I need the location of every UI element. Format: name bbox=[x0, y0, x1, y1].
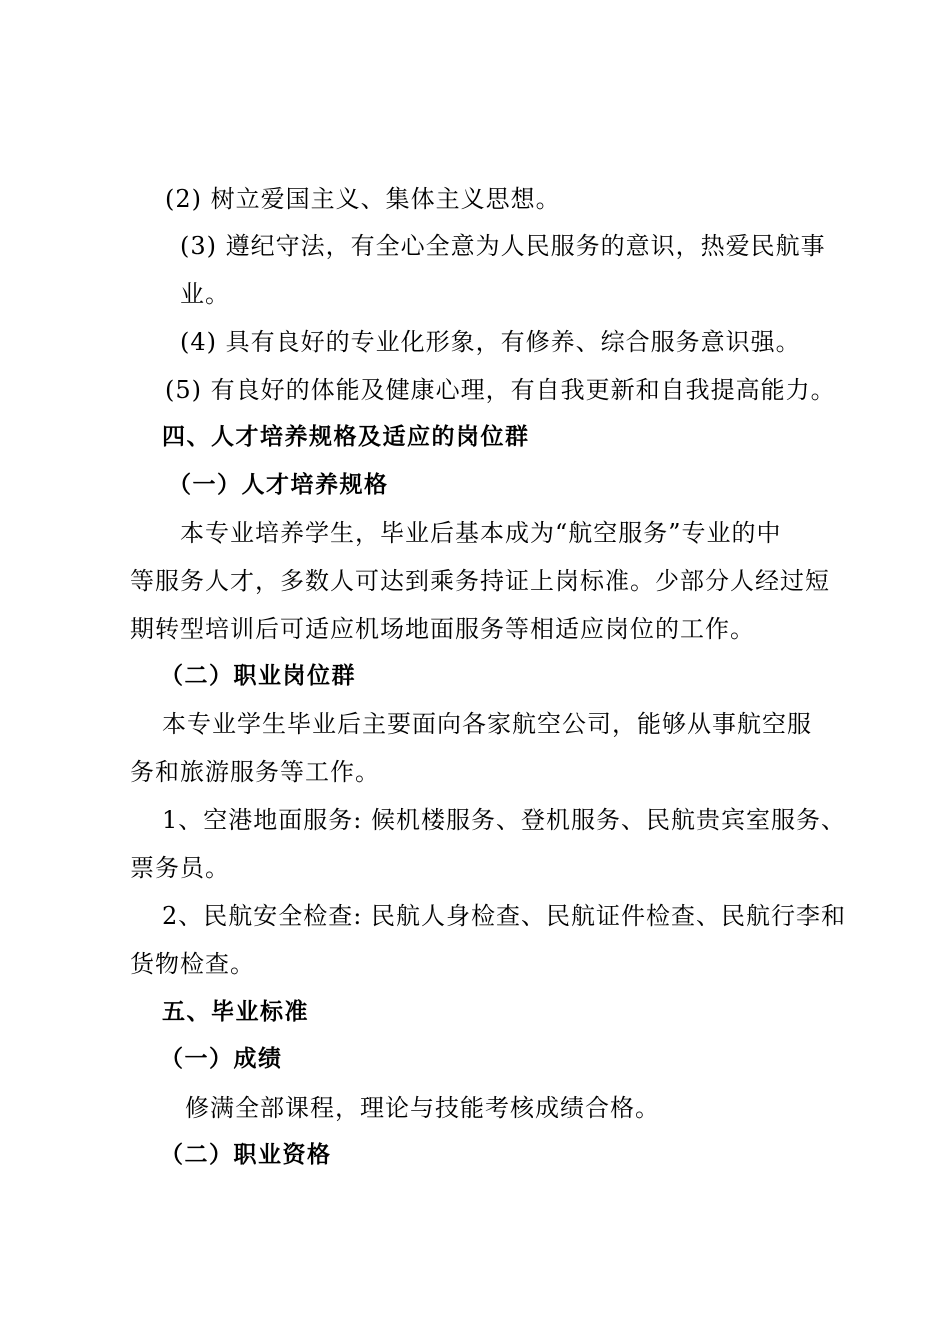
list-item-4: (4) 具有良好的专业化形象，有修养、综合服务意识强。 bbox=[180, 328, 801, 356]
job-item-2-line1: 2、民航安全检查: 民航人身检查、民航证件检查、民航行李和 bbox=[162, 902, 846, 930]
section-4-heading: 四、人才培养规格及适应的岗位群 bbox=[162, 424, 530, 450]
section-4-2-paragraph-line1: 本专业学生毕业后主要面向各家航空公司，能够从事航空服 bbox=[162, 710, 812, 738]
list-item-5: (5) 有良好的体能及健康心理，有自我更新和自我提高能力。 bbox=[165, 376, 836, 404]
section-4-1-paragraph-line3: 期转型培训后可适应机场地面服务等相适应岗位的工作。 bbox=[130, 615, 755, 643]
section-4-1-heading: （一）人才培养规格 bbox=[168, 472, 389, 498]
section-4-1-paragraph-line2: 等服务人才，多数人可达到乘务持证上岗标准。少部分人经过短 bbox=[130, 567, 830, 595]
list-item-2: (2) 树立爱国主义、集体主义思想。 bbox=[165, 185, 561, 213]
list-item-3-line1: (3) 遵纪守法，有全心全意为人民服务的意识，热爱民航事 bbox=[180, 232, 826, 260]
section-5-1-heading: （一）成绩 bbox=[160, 1046, 283, 1072]
section-4-1-paragraph-line1: 本专业培养学生，毕业后基本成为“航空服务”专业的中 bbox=[180, 519, 782, 547]
section-5-heading: 五、毕业标准 bbox=[162, 999, 309, 1025]
list-item-3-line2: 业。 bbox=[180, 280, 230, 308]
section-4-2-heading: （二）职业岗位群 bbox=[160, 663, 356, 689]
job-item-2-line2: 货物检查。 bbox=[130, 950, 255, 978]
section-5-2-heading: （二）职业资格 bbox=[160, 1142, 332, 1168]
job-item-1-line2: 票务员。 bbox=[130, 854, 230, 882]
section-4-2-paragraph-line2: 务和旅游服务等工作。 bbox=[130, 758, 380, 786]
section-5-1-paragraph: 修满全部课程，理论与技能考核成绩合格。 bbox=[185, 1094, 660, 1122]
job-item-1-line1: 1、空港地面服务: 候机楼服务、登机服务、民航贵宾室服务、 bbox=[162, 806, 846, 834]
